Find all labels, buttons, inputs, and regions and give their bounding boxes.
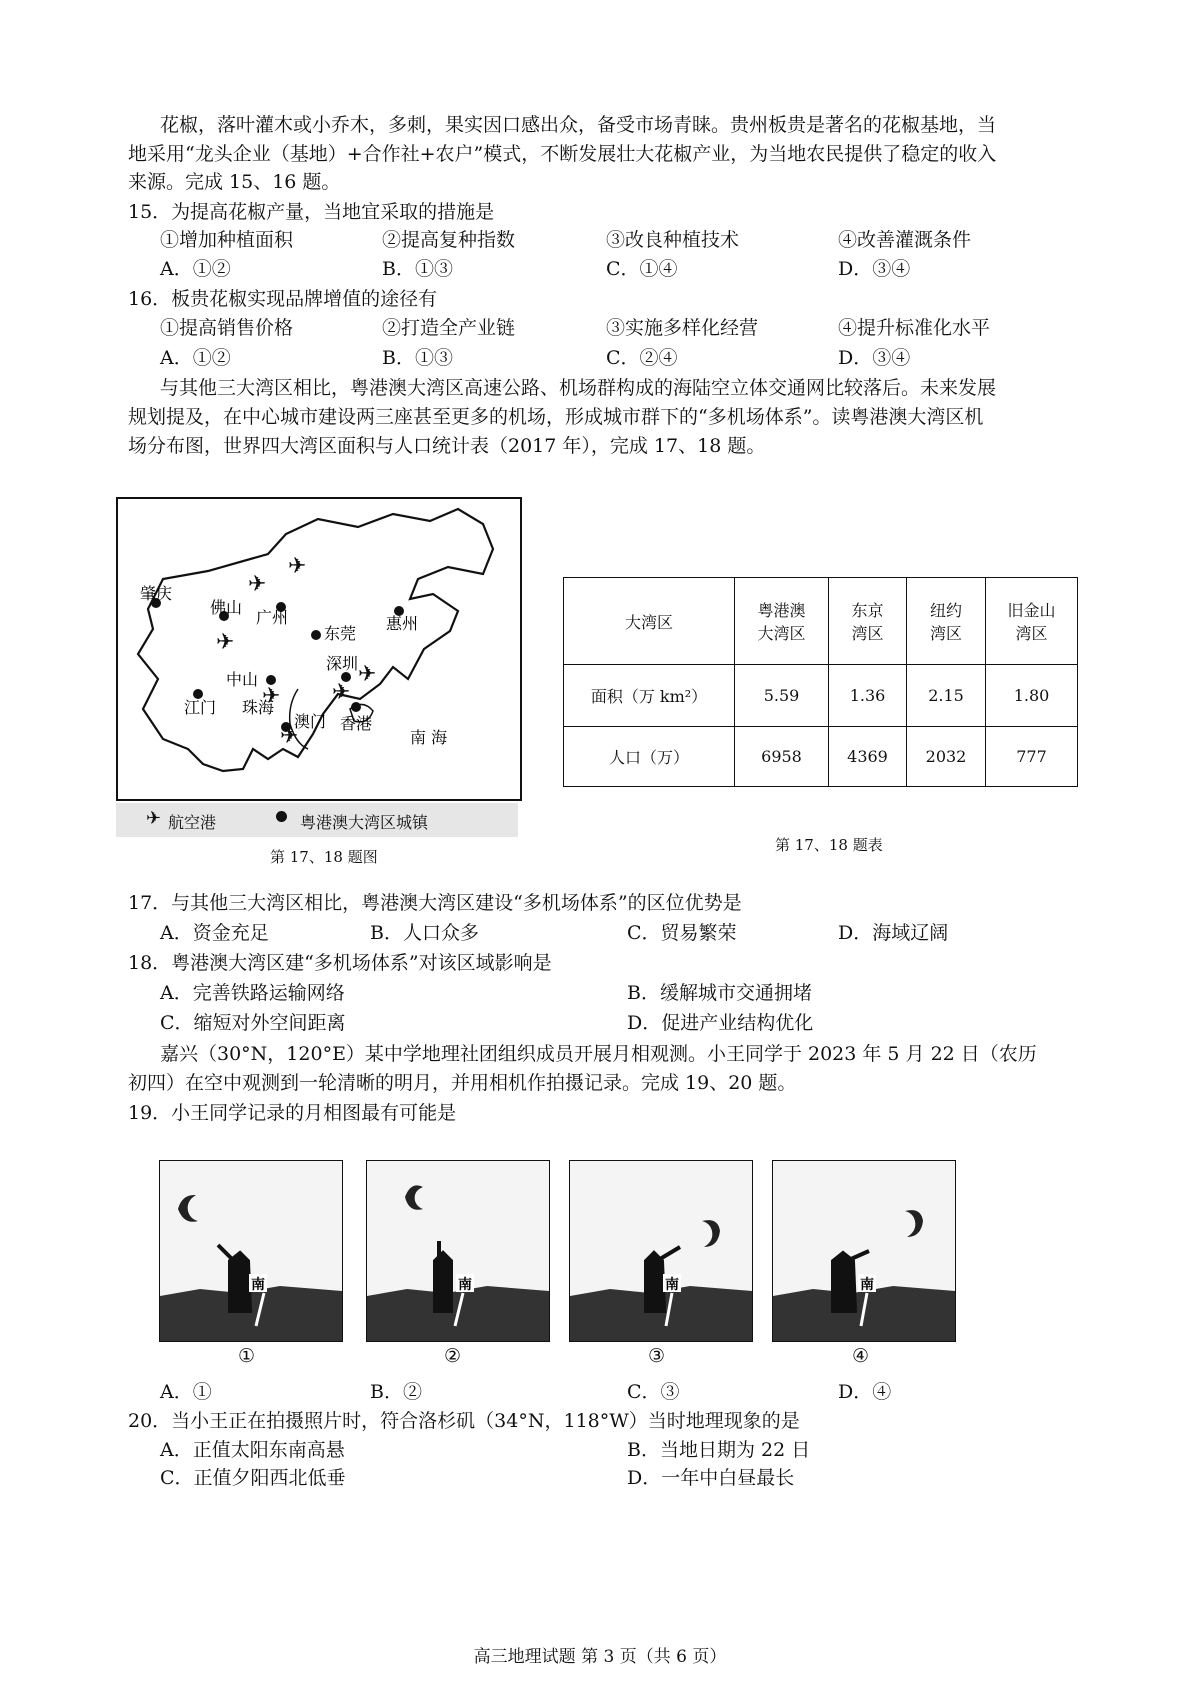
intro-line: 与其他三大湾区相比，粤港澳大湾区高速公路、机场群构成的海陆空立体交通网比较落后。未来发展 xyxy=(160,377,997,399)
statement-item: ②打造全产业链 xyxy=(382,317,516,339)
moon-photo-3[interactable] xyxy=(569,1160,753,1342)
airport-icon: ✈ xyxy=(248,572,267,597)
direction-label: 南 xyxy=(458,1277,472,1293)
answer-option[interactable]: D．一年中白昼最长 xyxy=(627,1467,795,1489)
question-stem: 17．与其他三大湾区相比，粤港澳大湾区建设“多机场体系”的区位优势是 xyxy=(128,892,742,914)
intro-line: 嘉兴（30°N，120°E）某中学地理社团组织成员开展月相观测。小王同学于 2023 年 5 月 22 日（农历 xyxy=(160,1043,1037,1065)
airport-icon: ✈ xyxy=(288,554,307,579)
table-header-cell: 大湾区 xyxy=(564,578,735,665)
photo-number: ④ xyxy=(852,1345,870,1367)
city-label: 广州 xyxy=(256,608,289,627)
question-stem: 15．为提高花椒产量，当地宜采取的措施是 xyxy=(128,201,495,223)
city-label: 惠州 xyxy=(386,614,419,633)
answer-option[interactable]: A．完善铁路运输网络 xyxy=(160,982,345,1004)
question-stem: 20．当小王正在拍摄照片时，符合洛杉矶（34°N，118°W）当时地理现象的是 xyxy=(128,1410,800,1432)
crescent-moon-icon xyxy=(405,1185,423,1209)
answer-option[interactable]: D．③④ xyxy=(838,347,911,369)
intro-line: 场分布图，世界四大湾区面积与人口统计表（2017 年），完成 17、18 题。 xyxy=(128,435,766,457)
city-label: 澳门 xyxy=(294,712,327,731)
airport-legend-icon: ✈ xyxy=(146,808,162,829)
airport-icon: ✈ xyxy=(216,630,235,655)
intro-line: 规划提及，在中心城市建设两三座甚至更多的机场，形成城市群下的“多机场体系”。读粤港澳大湾区机 xyxy=(128,406,984,428)
airport-icon: ✈ xyxy=(280,724,299,749)
sea-label: 南 海 xyxy=(410,728,448,747)
moon-photo-graphic xyxy=(160,1161,342,1341)
city-label: 珠海 xyxy=(242,698,275,717)
moon-photo-2[interactable] xyxy=(366,1160,550,1342)
table-cell: 4369 xyxy=(829,727,907,787)
table-cell: 5.59 xyxy=(735,665,829,727)
answer-option[interactable]: B．当地日期为 22 日 xyxy=(627,1439,811,1461)
answer-option[interactable]: C．②④ xyxy=(606,347,678,369)
answer-option[interactable]: D．③④ xyxy=(838,258,911,280)
legend-airport-label: 航空港 xyxy=(168,813,217,832)
intro-line: 初四）在空中观测到一轮清晰的明月，并用相机作拍摄记录。完成 19、20 题。 xyxy=(128,1072,797,1094)
intro-line: 来源。完成 15、16 题。 xyxy=(128,171,341,193)
table-cell: 777 xyxy=(986,727,1078,787)
observer-silhouette xyxy=(435,1241,451,1311)
airport-icon: ✈ xyxy=(262,684,281,709)
town-dot-hongkong xyxy=(351,702,361,712)
answer-option[interactable]: B．①③ xyxy=(382,258,453,280)
answer-option[interactable]: D．海域辽阔 xyxy=(838,922,949,944)
city-label: 佛山 xyxy=(210,598,243,617)
airport-icon: ✈ xyxy=(332,680,351,705)
table-header-cell: 旧金山 湾区 xyxy=(986,578,1078,665)
city-label: 江门 xyxy=(184,698,217,717)
city-label: 深圳 xyxy=(326,654,359,673)
answer-option[interactable]: B．①③ xyxy=(382,347,453,369)
answer-option[interactable]: B．② xyxy=(370,1381,422,1403)
table-header-cell: 粤港澳 大湾区 xyxy=(735,578,829,665)
answer-option[interactable]: C．①④ xyxy=(606,258,678,280)
crescent-moon-icon xyxy=(178,1195,198,1222)
legend-town-label: 粤港澳大湾区城镇 xyxy=(300,813,429,832)
answer-option[interactable]: C．缩短对外空间距离 xyxy=(160,1012,346,1034)
statement-item: ③改良种植技术 xyxy=(606,229,740,251)
table-row xyxy=(564,727,1078,787)
airport-icon: ✈ xyxy=(358,662,377,687)
answer-option[interactable]: C．贸易繁荣 xyxy=(627,922,737,944)
moon-photo-graphic xyxy=(570,1161,752,1341)
statement-item: ①增加种植面积 xyxy=(160,229,294,251)
statement-item: ③实施多样化经营 xyxy=(606,317,759,339)
table-cell: 6958 xyxy=(735,727,829,787)
intro-line: 花椒，落叶灌木或小乔木，多刺，果实因口感出众，备受市场青睐。贵州板贵是著名的花椒基地，当 xyxy=(160,114,997,136)
statement-item: ①提高销售价格 xyxy=(160,317,294,339)
answer-option[interactable]: B．人口众多 xyxy=(370,922,479,944)
row-label: 面积（万 km²） xyxy=(564,665,735,727)
city-label: 中山 xyxy=(226,670,259,689)
answer-option[interactable]: A．资金充足 xyxy=(160,922,269,944)
city-label: 肇庆 xyxy=(140,584,173,603)
question-stem: 16．板贵花椒实现品牌增值的途径有 xyxy=(128,288,438,310)
table-header-cell: 东京 湾区 xyxy=(829,578,907,665)
town-dot-dongguan xyxy=(311,630,321,640)
statement-item: ④改善灌溉条件 xyxy=(838,229,972,251)
table-cell: 2.15 xyxy=(907,665,986,727)
intro-line: 地采用“龙头企业（基地）+合作社+农户”模式，不断发展壮大花椒产业，为当地农民提供了稳定的收入 xyxy=(128,143,997,165)
answer-option[interactable]: D．促进产业结构优化 xyxy=(627,1012,814,1034)
photo-number: ③ xyxy=(648,1345,666,1367)
table-caption: 第 17、18 题表 xyxy=(775,836,883,854)
statement-item: ②提高复种指数 xyxy=(382,229,516,251)
moon-photo-1[interactable] xyxy=(159,1160,343,1342)
direction-label: 南 xyxy=(251,1277,265,1293)
city-label: 东莞 xyxy=(324,624,357,643)
answer-option[interactable]: A．①② xyxy=(160,347,231,369)
bay-area-stats-table xyxy=(563,577,1078,787)
direction-label: 南 xyxy=(860,1277,874,1293)
answer-option[interactable]: D．④ xyxy=(838,1381,892,1403)
table-header-cell: 纽约 湾区 xyxy=(907,578,986,665)
table-header-row xyxy=(564,578,1078,665)
moon-photo-graphic xyxy=(773,1161,955,1341)
map-caption: 第 17、18 题图 xyxy=(270,848,378,866)
crescent-moon-icon xyxy=(702,1220,720,1247)
row-label: 人口（万） xyxy=(564,727,735,787)
answer-option[interactable]: A．① xyxy=(160,1381,212,1403)
answer-option[interactable]: B．缓解城市交通拥堵 xyxy=(627,982,812,1004)
direction-label: 南 xyxy=(665,1277,679,1293)
answer-option[interactable]: A．①② xyxy=(160,258,231,280)
moon-photo-4[interactable] xyxy=(772,1160,956,1342)
city-label: 香港 xyxy=(340,714,373,733)
question-stem: 19．小王同学记录的月相图最有可能是 xyxy=(128,1102,457,1124)
table-cell: 1.36 xyxy=(829,665,907,727)
map-graphic xyxy=(118,499,520,799)
map-legend xyxy=(116,803,518,837)
photo-number: ① xyxy=(238,1345,256,1367)
answer-option[interactable]: C．正值夕阳西北低垂 xyxy=(160,1467,346,1489)
gba-airport-map xyxy=(116,497,522,801)
table-cell: 1.80 xyxy=(986,665,1078,727)
moon-photo-graphic xyxy=(367,1161,549,1341)
page-footer: 高三地理试题 第 3 页（共 6 页） xyxy=(473,1647,727,1667)
question-stem: 18．粤港澳大湾区建“多机场体系”对该区域影响是 xyxy=(128,952,552,974)
table-row xyxy=(564,665,1078,727)
statement-item: ④提升标准化水平 xyxy=(838,317,991,339)
answer-option[interactable]: C．③ xyxy=(627,1381,680,1403)
answer-option[interactable]: A．正值太阳东南高悬 xyxy=(160,1439,345,1461)
crescent-moon-icon xyxy=(905,1210,923,1237)
table-cell: 2032 xyxy=(907,727,986,787)
photo-number: ② xyxy=(444,1345,462,1367)
town-legend-icon xyxy=(276,811,287,822)
